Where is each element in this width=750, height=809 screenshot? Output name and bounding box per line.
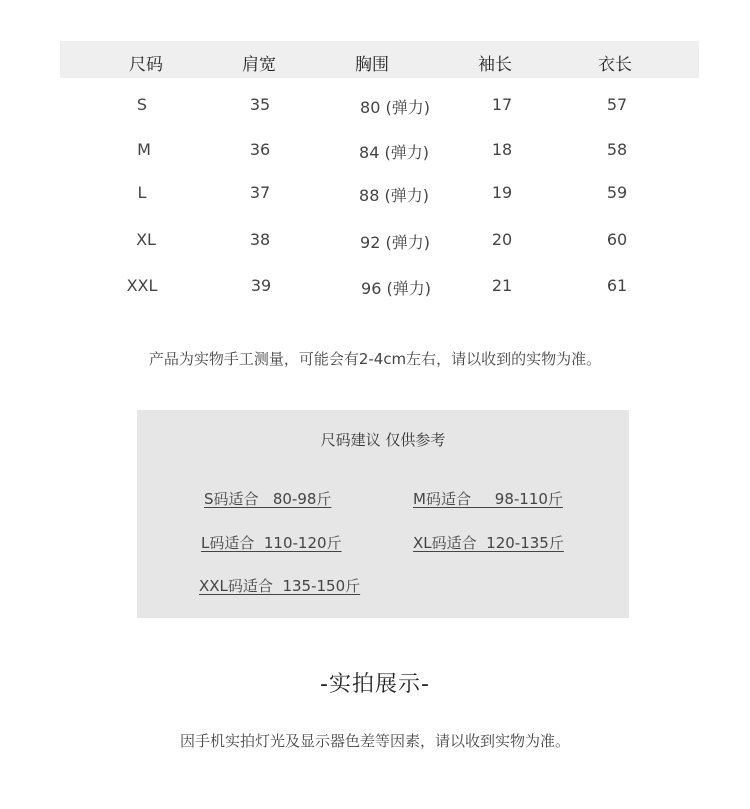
size-table	[60, 41, 699, 321]
cell-size: S	[136, 95, 148, 114]
cell-length: 58	[606, 140, 628, 159]
table-row	[60, 95, 699, 140]
cell-size: XXL	[126, 276, 158, 295]
photo-note: 因手机实拍灯光及显示器色差等因素，请以收到实物为准。	[179, 732, 570, 750]
cell-shoulder: 37	[249, 183, 271, 202]
cell-size: L	[137, 183, 147, 202]
header-shoulder: 肩宽	[242, 55, 276, 75]
table-row	[60, 276, 699, 321]
cell-shoulder: 39	[250, 276, 272, 295]
header-size: 尺码	[129, 55, 163, 75]
table-row	[60, 183, 699, 230]
size-advice-title: 尺码建议 仅供参考	[320, 431, 446, 449]
cell-sleeve: 18	[491, 140, 513, 159]
cell-chest: 84 (弹力)	[359, 143, 429, 162]
measurement-note: 产品为实物手工测量，可能会有2-4cm左右，请以收到的实物为准。	[148, 350, 602, 368]
cell-sleeve: 21	[491, 276, 513, 295]
size-advice-box	[137, 410, 629, 618]
cell-shoulder: 35	[249, 95, 271, 114]
cell-length: 60	[606, 230, 628, 249]
cell-sleeve: 20	[491, 230, 513, 249]
cell-shoulder: 38	[249, 230, 271, 249]
table-row	[60, 140, 699, 183]
cell-chest: 80 (弹力)	[360, 98, 430, 117]
header-chest: 胸围	[355, 55, 389, 75]
cell-length: 57	[606, 95, 628, 114]
cell-sleeve: 17	[491, 95, 513, 114]
table-header	[60, 41, 699, 78]
header-sleeve: 袖长	[478, 55, 512, 75]
size-advice-item: M码适合 98-110斤	[413, 490, 563, 508]
cell-sleeve: 19	[491, 183, 513, 202]
cell-shoulder: 36	[249, 140, 271, 159]
cell-chest: 92 (弹力)	[360, 233, 430, 252]
table-row	[60, 230, 699, 276]
cell-size: M	[137, 140, 151, 159]
cell-length: 59	[606, 183, 628, 202]
size-advice-item: S码适合 80-98斤	[204, 490, 332, 508]
size-advice-item: XXL码适合 135-150斤	[199, 577, 361, 595]
cell-length: 61	[606, 276, 628, 295]
cell-chest: 88 (弹力)	[359, 186, 429, 205]
section-title: -实拍展示-	[320, 672, 430, 697]
size-advice-item: XL码适合 120-135斤	[413, 534, 564, 552]
size-advice-item: L码适合 110-120斤	[201, 534, 342, 552]
header-length: 衣长	[598, 55, 632, 75]
cell-size: XL	[136, 230, 156, 249]
cell-chest: 96 (弹力)	[361, 279, 431, 298]
